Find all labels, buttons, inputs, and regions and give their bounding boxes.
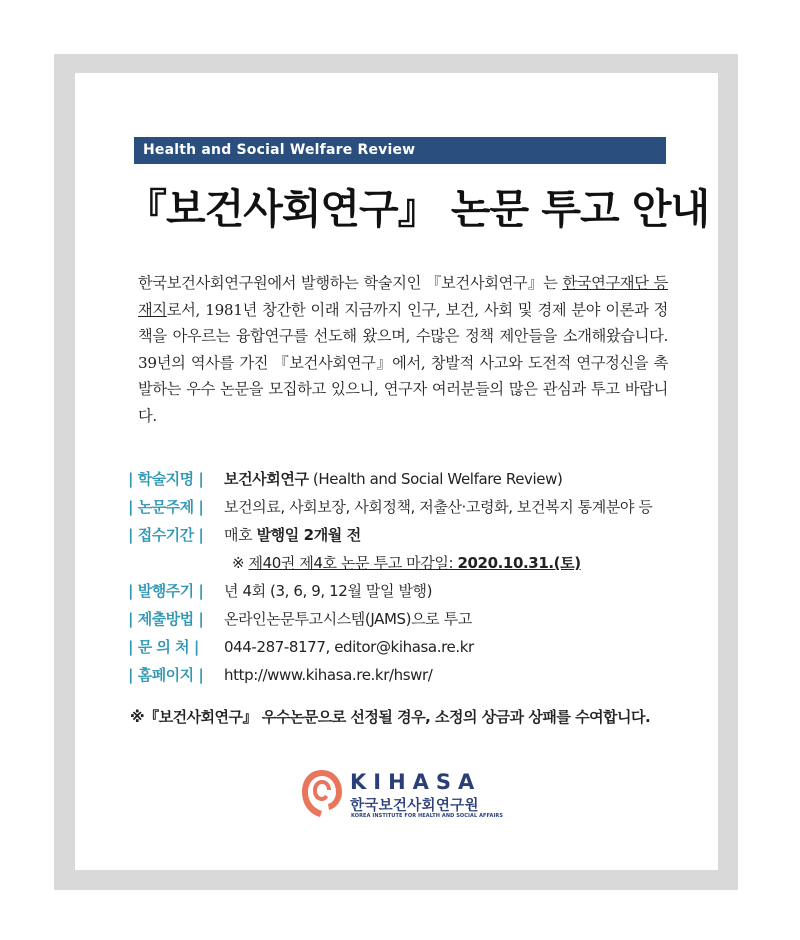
- award-notice: ※『보건사회연구』 우수논문으로 선정될 경우, 소정의 상금과 상패를 수여합니다.: [130, 708, 651, 726]
- kihasa-logo: [298, 766, 508, 826]
- info-label: | 문 의 처 |: [128, 638, 199, 656]
- info-row-topics: [128, 493, 688, 521]
- info-label: | 제출방법 |: [128, 610, 204, 628]
- journal-name: 보건사회연구: [224, 470, 309, 488]
- period-prefix: 매호: [224, 526, 257, 544]
- info-label: | 접수기간 |: [128, 526, 204, 544]
- intro-text-underline: 한국연구재단 등재지: [138, 274, 668, 319]
- info-list: [128, 465, 688, 689]
- info-row-period: [128, 521, 688, 549]
- intro-text-1: 한국보건사회연구원에서 발행하는 학술지인 『보건사회연구』는: [138, 274, 563, 292]
- info-value: [224, 465, 562, 493]
- logo-english: KIHASA: [350, 770, 482, 794]
- deadline-text: 제40권 제4호 논문 투고 마감일:: [248, 554, 458, 572]
- info-label: | 홈페이지 |: [128, 666, 204, 684]
- intro-paragraph: [138, 270, 668, 429]
- deadline-date: 2020.10.31.(토): [457, 554, 581, 572]
- info-row-cycle: [128, 577, 688, 605]
- info-value: 년 4회 (3, 6, 9, 12월 말일 발행): [224, 582, 433, 600]
- info-label: | 발행주기 |: [128, 582, 204, 600]
- info-row-method: [128, 605, 688, 633]
- info-value: 보건의료, 사회보장, 사회정책, 저출산·고령화, 보건복지 통계분야 등: [224, 498, 653, 516]
- homepage-link[interactable]: http://www.kihasa.re.kr/hswr/: [224, 666, 433, 684]
- kihasa-emblem-icon: [298, 766, 346, 822]
- journal-banner: Health and Social Welfare Review: [134, 137, 666, 164]
- info-row-contact: [128, 633, 688, 661]
- info-label: | 논문주제 |: [128, 498, 204, 516]
- logo-subtitle: KOREA INSTITUTE FOR HEALTH AND SOCIAL AFFAIRS: [351, 813, 504, 819]
- logo-korean: 한국보건사회연구원: [350, 798, 479, 814]
- info-row-journal: [128, 465, 688, 493]
- journal-english-name: (Health and Social Welfare Review): [308, 470, 563, 488]
- deadline-mark: ※: [232, 554, 249, 572]
- info-label: | 학술지명 |: [128, 470, 204, 488]
- page-title: 『보건사회연구』 논문 투고 안내: [126, 185, 710, 233]
- info-value: 온라인논문투고시스템(JAMS)으로 투고: [224, 610, 472, 628]
- intro-text-2: 로서, 1981년 창간한 이래 지금까지 인구, 보건, 사회 및 경제 분야 이론과 정책을 아우르는 융합연구를 선도해 왔으며, 수많은 정책 제안들을 소개해왔습니다. 39년의 역사를 가진 『보건사회연구』에서, 창발적 사고와 도전적 연구정신을 촉발하는 우수 논문을 모집하고 있으니, 연구자 여러분들의 많은 관심과 투고 바랍니다.: [138, 300, 668, 425]
- period-value: 발행일 2개월 전: [256, 526, 361, 544]
- info-value: [224, 521, 361, 549]
- info-row-homepage: [128, 661, 688, 689]
- contact-value: 044-287-8177, editor@kihasa.re.kr: [224, 638, 474, 656]
- deadline-note: [128, 549, 688, 577]
